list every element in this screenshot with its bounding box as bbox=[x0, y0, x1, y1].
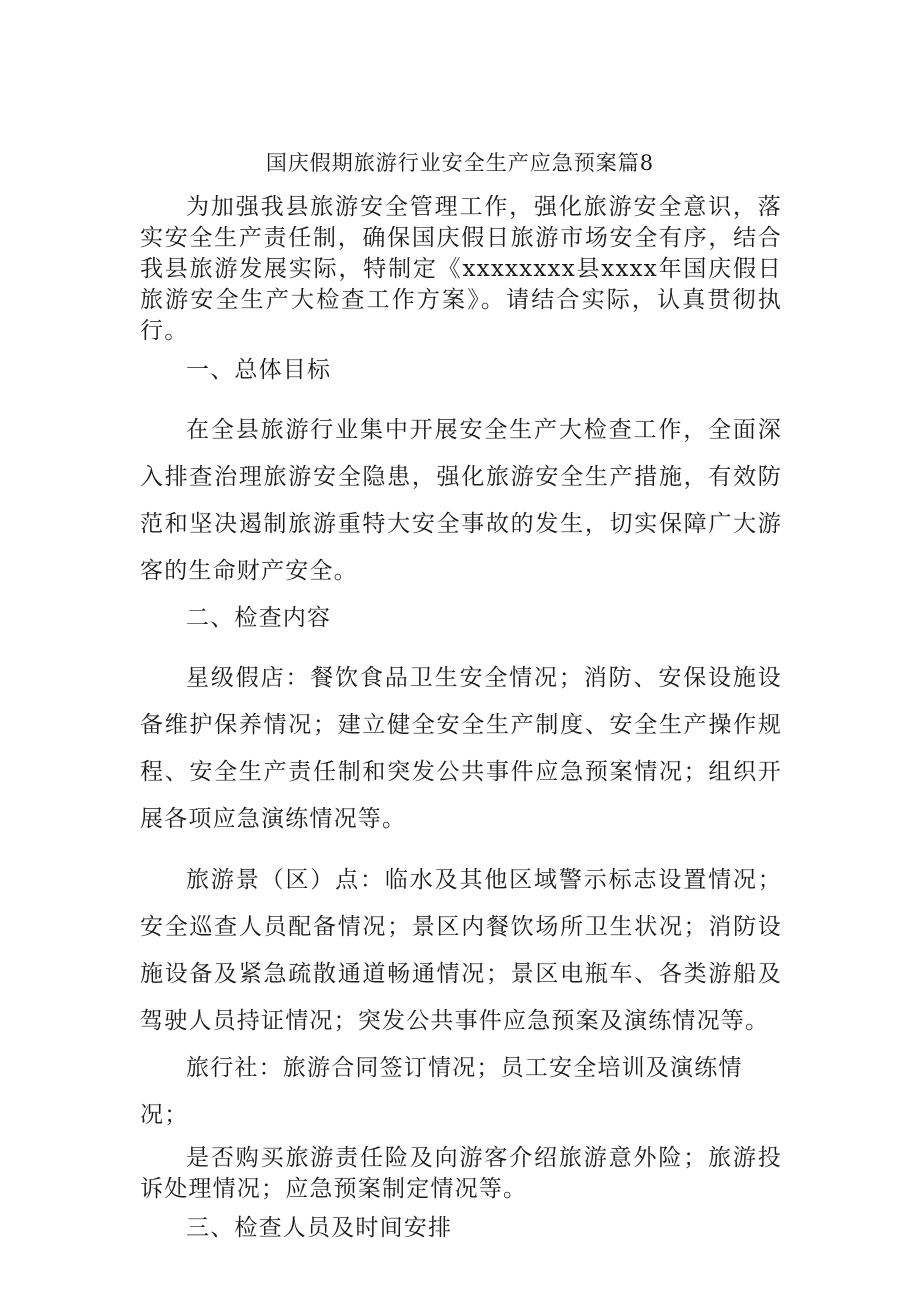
hotels-paragraph: 星级假店：餐饮食品卫生安全情况；消防、安保设施设备维护保养情况；建立健全安全生产制度、安全生产操作规程、安全生产责任制和突发公共事件应急预案情况；组织开展各项应急演练情况等。 bbox=[140, 665, 782, 832]
intro-paragraph: 为加强我县旅游安全管理工作，强化旅游安全意识，落实安全生产责任制，确保国庆假日旅游市场安全有序，结合我县旅游发展实际，特制定《xxxxxxxx县xxxx年国庆假日旅游安全生产大检查工作方案》。请结合实际，认真贯彻执行。 bbox=[140, 194, 782, 344]
scenic-spots-paragraph: 旅游景（区）点：临水及其他区域警示标志设置情况；安全巡查人员配备情况；景区内餐饮场所卫生状况；消防设施设备及紧急疏散通道畅通情况；景区电瓶车、各类游船及驾驶人员持证情况；突发公共事件应急预案及演练情况等。 bbox=[140, 867, 782, 1034]
section-2-heading: 二、检查内容 bbox=[186, 605, 332, 631]
section-3-heading: 三、检查人员及时间安排 bbox=[186, 1215, 453, 1241]
travel-agency-paragraph: 是否购买旅游责任险及向游客介绍旅游意外险；旅游投诉处理情况；应急预案制定情况等。 bbox=[140, 1145, 782, 1202]
section-1-heading: 一、总体目标 bbox=[186, 357, 332, 383]
travel-agency-line: 旅行社：旅游合同签订情况；员工安全培训及演练情况； bbox=[140, 1055, 743, 1128]
document-body bbox=[140, 192, 782, 1252]
section-1-paragraph: 在全县旅游行业集中开展安全生产大检查工作，全面深入排查治理旅游安全隐患，强化旅游安全生产措施，有效防范和坚决遏制旅游重特大安全事故的发生，切实保障广大游客的生命财产安全。 bbox=[140, 417, 782, 584]
document-title: 国庆假期旅游行业安全生产应急预案篇8 bbox=[265, 151, 655, 175]
